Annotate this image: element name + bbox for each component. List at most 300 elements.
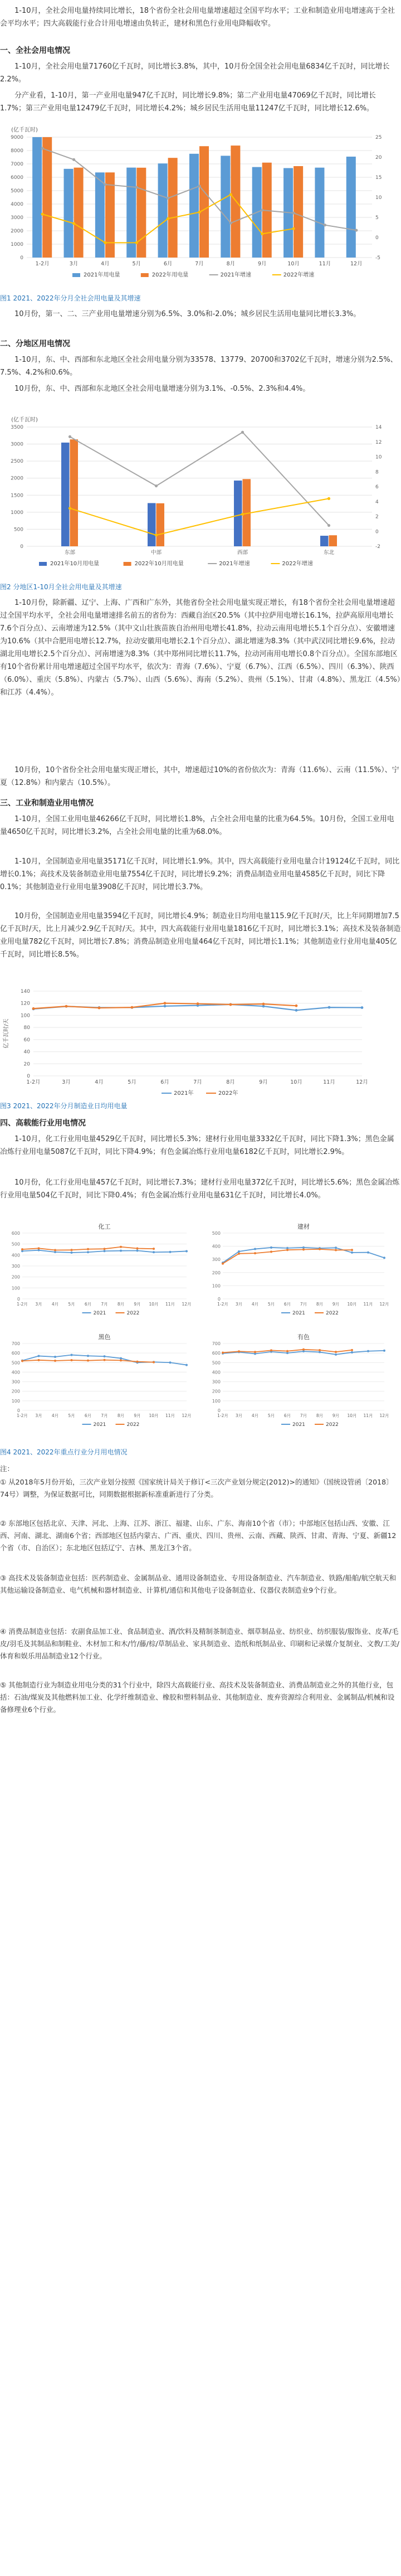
panel-title: 有色 [297, 1333, 310, 1341]
left-tick-label: 5000 [11, 188, 23, 194]
line-point [254, 1351, 256, 1353]
line-point [71, 1359, 73, 1361]
line-point [270, 1246, 272, 1249]
left-tick-label: 3000 [11, 215, 23, 221]
legend-label: 2022 [126, 1311, 140, 1316]
bar-series-b [231, 145, 240, 258]
line-point [104, 241, 106, 244]
x-tick-label: 8月 [117, 1413, 125, 1418]
line-point [54, 1356, 56, 1358]
tick-label: 400 [212, 1244, 221, 1249]
line-point [328, 1006, 331, 1009]
tick-label: 200 [11, 1389, 20, 1394]
x-tick-label: 5月 [267, 1302, 275, 1307]
x-tick-label: 3月 [69, 261, 79, 267]
line-point [262, 1003, 265, 1006]
paragraph-oct-regions [0, 382, 401, 395]
line-point [104, 1250, 106, 1252]
note-5: ⑤ 其他制造行业为制造业用电分类的31个行业中，除四大高载能行业、高技术及装备制造业、消费品制造业之外的其他行业，包括：石油/煤炭及其他燃料加工业、化学纤维制造业、橡胶和塑料制品业、其他制造业、废弃资源综合利用业、金属制品/机械和设备修理业6个行业。 [0, 1681, 395, 1714]
tick-label: 40 [23, 1049, 30, 1055]
line-point [222, 1263, 224, 1265]
x-tick-label: 东部 [64, 550, 76, 556]
caption-figure-3: 图3 2021、2022年分月制造业日均用电量 [0, 1102, 128, 1110]
paragraph-industries [0, 89, 401, 115]
bar-series-b [74, 168, 84, 258]
panel-title: 黑色 [98, 1333, 111, 1341]
tick-label: 0 [17, 1297, 20, 1302]
legend-swatch [124, 562, 131, 566]
line-point [198, 211, 200, 214]
right-tick-label: 6 [375, 484, 379, 490]
bar-series-a [234, 481, 242, 546]
bar-series-a [148, 503, 156, 546]
right-tick-label: 20 [375, 155, 382, 161]
right-tick-label: 15 [375, 175, 382, 181]
x-tick-label: 7月 [300, 1413, 307, 1418]
line-point [229, 221, 232, 224]
line-point [185, 1250, 188, 1252]
left-tick-label: 9000 [11, 135, 23, 140]
note-1: ① 从2018年5月份开始，三次产业划分按照《国家统计局关于修订<三次产业划分规定(2012)>的通知》（国统设管函〔2018〕74号）调整，为保证数据可比，同期数据根据新标准重新进行了分类。 [0, 1478, 393, 1498]
line-point [135, 186, 138, 188]
line-point [254, 1248, 256, 1250]
line-point [241, 513, 244, 516]
bar-series-b [168, 158, 178, 258]
legend-swatch [39, 562, 47, 566]
tick-label: 100 [11, 1285, 20, 1291]
line-point [367, 1350, 369, 1352]
x-tick-label: 11月 [363, 1413, 373, 1418]
x-tick-label: 4月 [251, 1302, 259, 1307]
legend-label: 2021 [292, 1311, 305, 1316]
x-tick-label: 4月 [51, 1413, 59, 1418]
bar-series-b [42, 137, 52, 258]
paragraph-regions [0, 353, 401, 379]
line-point [238, 1350, 240, 1352]
tick-label: 300 [212, 1379, 221, 1385]
intro-paragraph [0, 4, 401, 30]
paragraph-total [0, 60, 401, 86]
left-tick-label: 2500 [11, 459, 23, 465]
x-tick-label: 1-2月 [217, 1413, 228, 1418]
heading-section-2: 二、分地区用电情况 [0, 339, 70, 348]
legend-label: 2022年10月用电量 [134, 561, 184, 567]
line-series-c [70, 432, 329, 525]
x-tick-label: 5月 [267, 1413, 275, 1418]
line-point [104, 183, 106, 186]
line-point [327, 524, 330, 527]
x-tick-label: 11月 [165, 1302, 175, 1307]
x-tick-label: 10月 [347, 1302, 357, 1307]
x-tick-label: 9月 [332, 1302, 340, 1307]
line-point [136, 1249, 139, 1251]
chart-regional-svg [0, 413, 401, 580]
paragraph-oct-provinces [0, 764, 401, 789]
x-tick-label: 6月 [84, 1413, 92, 1418]
right-tick-label: 14 [375, 425, 382, 430]
line-point [87, 1360, 89, 1362]
x-tick-label: 6月 [160, 1079, 169, 1085]
x-tick-label: 7月 [101, 1302, 108, 1307]
x-tick-label: 3月 [235, 1302, 243, 1307]
bar-series-a [95, 172, 105, 258]
x-tick-label: 10月 [149, 1302, 159, 1307]
line-point [169, 1361, 172, 1364]
bar-series-b [294, 166, 303, 258]
x-tick-label: 11月 [165, 1413, 175, 1418]
x-tick-label: 11月 [319, 261, 331, 267]
line-point [351, 1349, 353, 1351]
line-point [198, 185, 200, 187]
line-point [361, 1006, 364, 1009]
bar-series-a [64, 169, 74, 258]
x-tick-label: 10月 [347, 1413, 357, 1418]
line-point [167, 197, 169, 200]
line-point [21, 1360, 23, 1362]
line-point [222, 1351, 224, 1354]
tick-label: 300 [11, 1379, 20, 1385]
legend-label: 2022 [326, 1422, 339, 1428]
legend-label: 2022年增速 [283, 272, 315, 278]
tick-label: 200 [212, 1270, 221, 1275]
chart-manufacturing-daily [0, 981, 401, 1098]
line-point [153, 1361, 155, 1364]
legend-label: 2021 [292, 1422, 305, 1428]
x-tick-label: 6月 [283, 1413, 291, 1418]
x-tick-label: 8月 [226, 261, 236, 267]
bar-series-a [32, 137, 42, 258]
left-tick-label: 1000 [11, 510, 23, 516]
x-tick-label: 7月 [193, 1079, 202, 1085]
bar-series-b [70, 439, 79, 546]
tick-label: 60 [23, 1037, 30, 1043]
bar-series-a [320, 536, 329, 546]
x-tick-label: 1-2月 [26, 1079, 41, 1085]
line-point [155, 484, 158, 487]
x-tick-label: 1-2月 [17, 1413, 28, 1418]
legend-label: 2022 [326, 1311, 339, 1316]
line-point [238, 1253, 240, 1255]
right-tick-label: 4 [375, 499, 379, 505]
x-tick-label: 5月 [132, 261, 141, 267]
tick-label: 0 [217, 1408, 221, 1413]
line-point [65, 1005, 68, 1008]
bar-series-a [126, 168, 136, 258]
y-axis-title: 亿千瓦时/天 [3, 1018, 9, 1049]
line-point [355, 229, 358, 231]
tick-label: 600 [11, 1231, 20, 1236]
line-point [295, 1005, 298, 1007]
paragraph-high-energy [0, 1133, 401, 1158]
heading-section-1: 一、全社会用电情况 [0, 46, 70, 55]
tick-label: 600 [212, 1351, 221, 1356]
x-tick-label: 3月 [35, 1302, 42, 1307]
line-point [286, 1350, 288, 1352]
line-point [261, 208, 263, 211]
legend-label: 2022 [126, 1422, 140, 1428]
line-point [71, 1354, 73, 1356]
paragraph-oct-high-energy [0, 1176, 401, 1202]
line-point [38, 1247, 40, 1249]
line-point [136, 1361, 139, 1363]
line-point [185, 1364, 188, 1366]
right-tick-label: -2 [375, 544, 380, 550]
tick-label: 0 [27, 1074, 30, 1079]
line-point [120, 1357, 122, 1360]
tick-label: 100 [20, 1013, 30, 1019]
x-tick-label: 12月 [182, 1413, 192, 1418]
line-point [69, 435, 71, 438]
chart-regional-consumption [0, 413, 401, 580]
line-point [120, 1250, 122, 1252]
x-tick-label: 8月 [117, 1302, 125, 1307]
line-point [32, 1007, 35, 1010]
panel-title: 建材 [297, 1223, 310, 1230]
tick-label: 200 [11, 1274, 20, 1280]
line-point [164, 1002, 167, 1005]
left-tick-label: 7000 [11, 162, 23, 167]
bar-series-a [315, 168, 324, 258]
bar-series-a [61, 443, 70, 546]
regions-text: 1-10月，东、中、西部和东北地区全社会用电量分别为33578、13779、20700和3702亿千瓦时，增速分别为2.5%、7.5%、4.2%和0.6%。 [0, 356, 398, 377]
tick-label: 400 [212, 1370, 221, 1375]
tick-label: 100 [11, 1398, 20, 1404]
x-tick-label: 7月 [300, 1302, 307, 1307]
line-point [167, 217, 169, 220]
caption-figure-1: 图1 2021、2022年分月全社会用电量及其增速 [0, 294, 141, 302]
x-tick-label: 12月 [379, 1302, 389, 1307]
line-point [319, 1351, 321, 1353]
bar-series-a [346, 157, 356, 258]
line-point [324, 224, 326, 226]
line-point [87, 1251, 89, 1253]
tick-label: 0 [217, 1297, 221, 1302]
bar-series-a [158, 163, 168, 258]
x-tick-label: 12月 [350, 261, 363, 267]
x-tick-label: 4月 [51, 1302, 59, 1307]
line-point [69, 507, 71, 510]
x-tick-label: 8月 [316, 1302, 324, 1307]
line-point [54, 1251, 56, 1253]
chart-monthly-svg [0, 125, 401, 292]
x-tick-label: 10月 [149, 1413, 159, 1418]
line-point [383, 1350, 385, 1352]
x-tick-label: 7月 [195, 261, 204, 267]
line-point [71, 1251, 73, 1254]
heading-section-4: 四、高载能行业用电情况 [0, 1119, 86, 1128]
line-point [270, 1349, 272, 1351]
line-point [319, 1349, 321, 1351]
line-point [54, 1360, 56, 1362]
x-tick-label: 11月 [323, 1079, 335, 1085]
line-point [38, 1355, 40, 1357]
x-tick-label: 4月 [251, 1413, 259, 1418]
left-tick-label: 3000 [11, 442, 23, 448]
line-point [261, 232, 263, 235]
left-tick-label: 6000 [11, 175, 23, 181]
x-tick-label: 12月 [356, 1079, 368, 1085]
legend-swatch [141, 273, 149, 277]
x-tick-label: 12月 [182, 1302, 192, 1307]
x-tick-label: 9月 [134, 1413, 141, 1418]
x-tick-label: 9月 [259, 1079, 268, 1085]
manufacturing-text: 1-10月，全国制造业用电量35171亿千瓦时，同比增长1.9%。其中，四大高载能行业用电量合计19124亿千瓦时，同比增长0.1%；高技术及装备制造业用电量7554亿千瓦时，同比增长9.2%；消费品制造业用电量4585亿千瓦时，同比下降0.1%；其他制造业行业用电量3908亿千瓦时，同比增长3.7%。 [0, 857, 400, 891]
line-point [367, 1251, 369, 1254]
x-tick-label: 5月 [68, 1302, 75, 1307]
x-tick-label: 3月 [35, 1413, 42, 1418]
line-point [292, 211, 295, 214]
note-4: ④ 消费品制造业包括：农副食品加工业、食品制造业、酒/饮料及精制茶制造业、烟草制品业、纺织业、纺织服装/服饰业、皮革/毛皮/羽毛及其制品和制鞋业、木材加工和木/竹/藤/棕/草制品业、家具制造业、造纸和纸制品业、印刷和记录媒介复制业、文教/工美/体育和娱乐用品制造业12个行业。 [0, 1627, 399, 1660]
line-point [54, 1249, 56, 1251]
line-point [131, 1006, 134, 1009]
line-point [197, 1002, 199, 1005]
line-point [241, 431, 244, 434]
intro-text: 1-10月，全社会用电量持续同比增长，18个省份全社会用电量增速超过全国平均水平；工业和制造业用电增速高于全社会平均水平；四大高载能行业合计用电增速由负转正，建材和黑色行业用电降幅收窄。 [0, 7, 395, 28]
line-point [21, 1248, 23, 1250]
x-tick-label: 3月 [235, 1413, 243, 1418]
x-tick-label: 12月 [379, 1413, 389, 1418]
note-2: ② 东部地区包括北京、天津、河北、上海、江苏、浙江、福建、山东、广东、海南10个省（市）；中部地区包括山西、安徽、江西、河南、湖北、湖南6个省；西部地区包括内蒙古、广西、重庆、四川、贵州、云南、西藏、陕西、甘肃、青海、宁夏、新疆12个省（市、自治区）；东北地区包括辽宁、吉林、黑龙江3个省。 [0, 1519, 397, 1552]
line-point [383, 1257, 385, 1259]
x-tick-label: 1-2月 [35, 261, 50, 267]
x-tick-label: 7月 [101, 1413, 108, 1418]
tick-label: 700 [11, 1341, 20, 1346]
chart-industry-svg [0, 1221, 401, 1444]
line-point [38, 1359, 40, 1361]
tick-label: 300 [212, 1257, 221, 1263]
line-point [351, 1251, 353, 1254]
x-tick-label: 8月 [316, 1413, 324, 1418]
line-point [104, 1248, 106, 1250]
paragraph-industry [0, 813, 401, 838]
line-point [41, 213, 44, 216]
left-tick-label: 0 [20, 255, 23, 261]
x-tick-label: 5月 [128, 1079, 136, 1085]
left-tick-label: 3500 [11, 425, 23, 430]
x-tick-label: 6月 [163, 261, 173, 267]
right-tick-label: 12 [375, 439, 382, 445]
chart-industry-panels [0, 1221, 401, 1444]
y-axis-title: (亿千瓦时) [11, 417, 38, 423]
chart-manufacturing-svg [0, 981, 401, 1098]
line-point [319, 1248, 321, 1250]
paragraph-manufacturing [0, 855, 401, 894]
right-tick-label: 5 [375, 215, 379, 221]
right-tick-label: 0 [375, 529, 379, 535]
line-point [351, 1351, 353, 1354]
line-point [335, 1351, 337, 1353]
y-axis-title: (亿千瓦时) [11, 127, 38, 133]
line-point [229, 1003, 232, 1006]
tick-label: 80 [23, 1025, 30, 1031]
line-point [335, 1246, 337, 1249]
industries-text: 分产业看，1-10月，第一产业用电量947亿千瓦时，同比增长9.8%；第二产业用电量47069亿千瓦时，同比增长1.7%；第三产业用电量12479亿千瓦时，同比增长4.2%；城乡居民生活用电量11247亿千瓦时，同比增长12.6%。 [0, 91, 376, 113]
bar-series-a [189, 154, 199, 258]
x-tick-label: 西部 [237, 550, 248, 556]
tick-label: 120 [20, 1001, 30, 1007]
line-point [286, 1352, 288, 1354]
x-tick-label: 5月 [68, 1413, 75, 1418]
line-point [335, 1249, 337, 1251]
oct-manufacturing-text: 10月份，全国制造业用电量3594亿千瓦时，同比增长4.9%；制造业日均用电量115.9亿千瓦时/天，比上年同期增加7.5亿千瓦时/天，比上月减少2.9亿千瓦时/天。其中，四大高载能行业用电量1816亿千瓦时，同比增长3.1%；高技术及装备制造业用电量782亿千瓦时，同比增长7.8%；消费品制造业用电量464亿千瓦时，同比增长1.1%；其他制造业行业用电量405亿千瓦时，同比增长8.5%。 [0, 912, 401, 959]
bar-series-a [221, 156, 230, 258]
line-point [270, 1251, 272, 1253]
line-point [87, 1355, 89, 1357]
x-tick-label: 1-2月 [17, 1302, 28, 1307]
tick-label: 100 [212, 1398, 221, 1404]
left-tick-label: 8000 [11, 148, 23, 154]
tick-label: 200 [212, 1389, 221, 1394]
x-tick-label: 11月 [363, 1302, 373, 1307]
tick-label: 500 [212, 1231, 221, 1236]
tick-label: 600 [11, 1351, 20, 1356]
legend-label: 2022年用电量 [151, 272, 189, 278]
oct-industries-text: 10月份，第一、二、三产业用电量增速分别为6.5%、3.0%和-2.0%；城乡居民生活用电量同比增长3.3%。 [14, 310, 361, 318]
x-tick-label: 9月 [134, 1302, 141, 1307]
total-text: 1-10月，全社会用电量71760亿千瓦时，同比增长3.8%，其中，10月份全国全社会用电量6834亿千瓦时，同比增长2.2%。 [0, 62, 390, 84]
line-point [229, 193, 232, 196]
line-point [87, 1248, 89, 1250]
line-point [238, 1250, 240, 1253]
tick-label: 0 [17, 1408, 20, 1413]
line-point [120, 1359, 122, 1361]
bar-series-b [329, 535, 338, 546]
x-tick-label: 6月 [84, 1302, 92, 1307]
legend-label: 2021年10月用电量 [50, 561, 100, 567]
line-point [72, 158, 75, 161]
line-series-d [70, 498, 329, 535]
left-tick-label: 0 [20, 544, 23, 550]
tick-label: 400 [11, 1253, 20, 1258]
industry-text: 1-10月，全国工业用电量46266亿千瓦时，同比增长1.8%，占全社会用电量的比重为64.5%。10月份，全国工业用电量4650亿千瓦时，同比增长3.2%，占全社会用电量的比重为68.0%。 [0, 815, 394, 836]
bar-series-b [157, 503, 165, 546]
left-tick-label: 2000 [11, 476, 23, 482]
line-point [295, 1009, 298, 1012]
line-point [292, 227, 295, 230]
x-tick-label: 中部 [150, 550, 162, 556]
right-tick-label: 10 [375, 195, 382, 201]
oct-provinces-text: 10月份，10个省份全社会用电量实现正增长，其中，增速超过10%的省份依次为：青海（11.6%）、云南（11.5%）、宁夏（12.8%）和内蒙古（10.5%）。 [0, 766, 399, 787]
oct-regions-text: 10月份，东、中、西部和东北地区全社会用电量增速分别为3.1%、-0.5%、2.3%和4.4%。 [14, 385, 310, 393]
tick-label: 140 [20, 989, 30, 994]
right-tick-label: 0 [375, 235, 379, 241]
tick-label: 20 [23, 1061, 30, 1068]
right-tick-label: 2 [375, 514, 379, 520]
legend-label: 2021年用电量 [84, 272, 120, 278]
line-point [98, 1007, 101, 1010]
bar-series-b [136, 168, 146, 258]
x-tick-label: 4月 [101, 261, 110, 267]
paragraph-provinces [0, 596, 401, 699]
line-point [41, 147, 44, 150]
line-point [286, 1249, 288, 1251]
legend-label: 2021 [93, 1422, 106, 1428]
x-tick-label: 4月 [95, 1079, 104, 1085]
caption-figure-4: 图4 2021、2022年重点行业分月用电情况 [0, 1448, 128, 1456]
legend-label: 2021年 [174, 1090, 194, 1097]
line-point [327, 497, 330, 500]
left-tick-label: 4000 [11, 202, 23, 207]
tick-label: 100 [212, 1283, 221, 1289]
line-point [104, 1359, 106, 1361]
notes-label: 注： [0, 1464, 14, 1473]
line-point [155, 533, 158, 536]
left-tick-label: 500 [13, 527, 23, 533]
tick-label: 500 [11, 1241, 20, 1247]
line-point [351, 1249, 353, 1251]
panel-title: 化工 [98, 1223, 111, 1230]
oct-high-energy-text: 10月份，化工行业用电量457亿千瓦时，同比增长7.3%；建材行业用电量372亿千瓦时，同比增长5.6%；黑色金属冶炼行业用电量504亿千瓦时，同比下降0.4%；有色金属冶炼行业用电量631亿千瓦时，同比增长4.0%。 [0, 1178, 400, 1200]
